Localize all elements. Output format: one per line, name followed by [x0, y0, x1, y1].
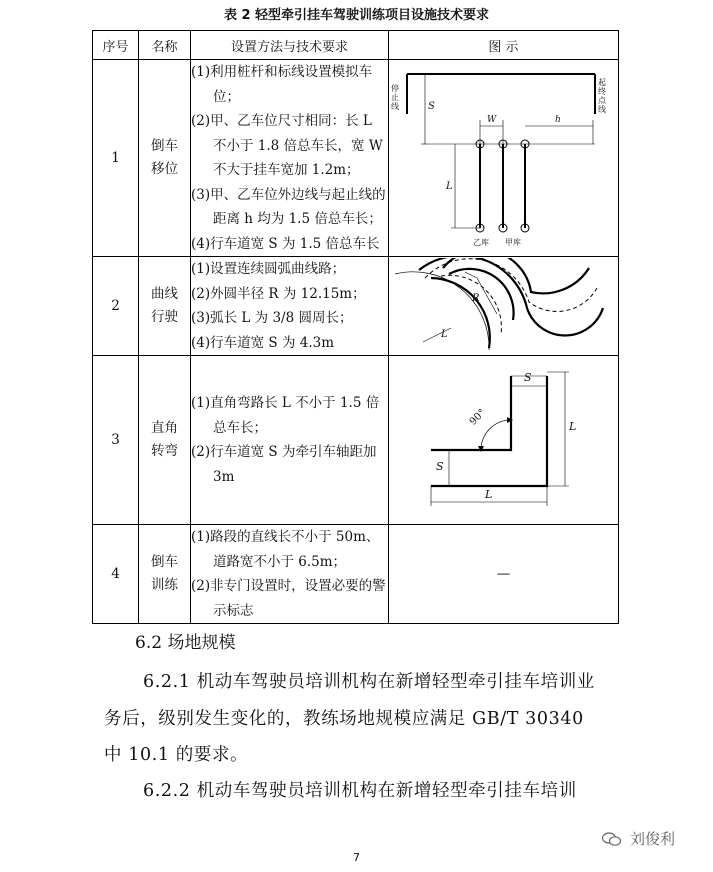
- header-num: 序号: [93, 31, 139, 60]
- dim-l-bottom: L: [485, 488, 493, 501]
- dim-w: W: [487, 115, 497, 125]
- requirement-item: (3)弧长 L 为 3/8 圆周长；: [191, 310, 353, 326]
- label-char: 止: [391, 93, 399, 102]
- table-row: [93, 60, 619, 257]
- header-method: 设置方法与技术要求: [191, 31, 389, 60]
- paragraph: 6.2.1 机动车驾驶员培训机构在新增轻型牵引挂车培训业务后，级别发生变化的，教练场地规模应满足 GB/T 30340 中 10.1 的要求。: [104, 672, 595, 765]
- row-num: 2: [93, 257, 139, 356]
- name-line: 倒车: [151, 554, 178, 570]
- dim-l: L: [446, 181, 453, 192]
- name-line: 训练: [151, 577, 178, 593]
- requirement-item: (3)甲、乙车位外边线与起止线的距离 h 均为 1.5 倍总车长；: [191, 186, 386, 227]
- name-line: 转弯: [151, 443, 178, 459]
- requirement-item: (1)设置连续圆弧曲线路；: [191, 261, 346, 277]
- name-line: 倒车: [151, 138, 178, 154]
- row-name: [139, 257, 191, 356]
- name-line: 移位: [151, 161, 178, 177]
- row-name: [139, 525, 191, 624]
- dim-s-top: S: [524, 371, 532, 384]
- row-name: [139, 60, 191, 257]
- figure-cell: [389, 60, 619, 257]
- row-num: 1: [93, 60, 139, 257]
- section-heading: 6.2 场地规模: [135, 633, 236, 653]
- label-char: 线: [598, 105, 606, 114]
- header-figure: 图 示: [389, 31, 619, 60]
- row-num: 3: [93, 356, 139, 525]
- row-requirements: [191, 525, 389, 624]
- stall-jia-label: 甲库: [505, 238, 521, 247]
- requirement-item: (4)行车道宽 S 为 1.5 倍总车长: [191, 235, 380, 252]
- label-char: 停: [391, 84, 399, 93]
- watermark-text: 刘俊利: [630, 830, 676, 848]
- requirement-item: (2)非专门设置时，设置必要的警示标志: [191, 578, 386, 619]
- row-num: 4: [93, 525, 139, 624]
- label-char: 终: [598, 87, 606, 96]
- table-row: [93, 525, 619, 624]
- label-char: 点: [598, 96, 606, 105]
- table-row: [93, 257, 619, 356]
- label-char: 线: [391, 102, 399, 111]
- requirement-item: (2)甲、乙车位尺寸相同：长 L 不小于 1.8 倍总车长，宽 W 不大于挂车宽加 1.2m；: [191, 113, 383, 178]
- name-line: 行驶: [151, 309, 178, 325]
- stall-yi-label: 乙库: [473, 238, 489, 247]
- name-line: 直角: [151, 420, 178, 436]
- right-angle-turn-diagram: [389, 356, 619, 524]
- name-line: 曲线: [151, 286, 178, 302]
- requirement-item: (1)直角弯路长 L 不小于 1.5 倍总车长；: [191, 395, 380, 436]
- angle-label: 90°: [467, 407, 489, 428]
- requirement-item: (2)行车道宽 S 为牵引车轴距加 3m: [191, 444, 377, 485]
- stop-line-label: [391, 84, 399, 111]
- requirement-item: (1)路段的直线长不小于 50m、道路宽不小于 6.5m；: [191, 529, 380, 570]
- row-name: [139, 356, 191, 525]
- reverse-parking-diagram: [389, 60, 619, 256]
- dim-r: R: [472, 293, 480, 304]
- figure-cell: [389, 356, 619, 525]
- table-row: [93, 356, 619, 525]
- dim-l-right: L: [569, 420, 577, 433]
- requirement-item: (4)行车道宽 S 为 4.3m: [191, 334, 335, 351]
- table-header-row: [93, 31, 619, 60]
- figure-cell-empty: —: [389, 525, 619, 624]
- paragraph: 6.2.2 机动车驾驶员培训机构在新增轻型牵引挂车培训: [143, 781, 577, 801]
- label-char: 起: [598, 78, 606, 87]
- watermark: [602, 828, 675, 849]
- row-requirements: [191, 257, 389, 356]
- header-name: 名称: [139, 31, 191, 60]
- row-requirements: [191, 356, 389, 525]
- start-end-line-label: [598, 78, 606, 114]
- page-number: 7: [353, 851, 360, 864]
- wechat-icon: [602, 832, 622, 846]
- dim-l: L: [441, 329, 448, 340]
- spec-table: [92, 30, 619, 624]
- requirement-item: (2)外圆半径 R 为 12.15m；: [191, 285, 366, 302]
- figure-cell: [389, 257, 619, 356]
- curve-driving-diagram: [389, 258, 619, 354]
- row-requirements: [191, 60, 389, 257]
- requirement-item: (1)利用桩杆和标线设置模拟车位；: [191, 64, 373, 105]
- table-caption: 表 2 轻型牵引挂车驾驶训练项目设施技术要求: [223, 8, 490, 23]
- dim-s-left: S: [436, 460, 444, 473]
- dim-h: h: [555, 115, 561, 125]
- dim-s: S: [428, 101, 435, 112]
